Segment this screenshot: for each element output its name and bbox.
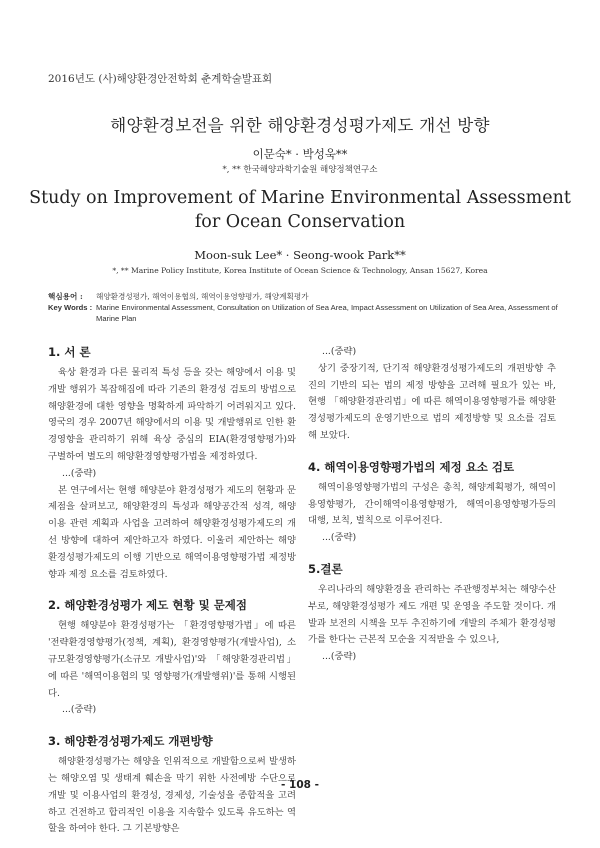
keywords-block <box>48 291 558 324</box>
section-conclusion <box>308 561 556 666</box>
keywords-english-text: Marine Environmental Assessment, Consultation on Utilization of Sea Area, Impact Assessment on Utilization of Sea Area, Assessment of Marine Plan <box>96 303 558 323</box>
keywords-korean-label: 핵심용어 : <box>48 292 83 301</box>
section-heading: 3. 해양환경성평가제도 개편방향 <box>48 734 213 749</box>
paragraph: 본 연구에서는 현행 해양분야 환경성평가 제도의 현황과 문제점을 살펴보고, 해양환경의 특성과 해양공간적 성격, 해양이용 관련 계획과 사업을 고려하여 해양환경성평가제도의 개선 방향에 대하여 제안하고자 하였다. 이울러 제안하는 해양환경성평가제도의 이행 기반으로 해역이용영향평가법 제정방향과 제정 요소를 검토하였다. <box>48 484 296 580</box>
korean-affiliation: *, ** 한국해양과학기술원 해양정책연구소 <box>222 165 378 175</box>
omission-note: ...(중략) <box>62 704 97 716</box>
keywords-korean <box>48 291 558 302</box>
section-heading: 4. 해역이용영향평가법의 제정 요소 검토 <box>308 459 515 474</box>
omission-note: ...(중략) <box>322 651 357 663</box>
keywords-english <box>48 302 558 324</box>
english-title-line-1: Study on Improvement of Marine Environmental Assessment <box>29 188 571 208</box>
section-heading: 5.결론 <box>308 561 343 576</box>
english-title <box>0 186 600 234</box>
paragraph: 육상 환경과 다른 물리적 특성 등을 갖는 해양에서 이용 및 개발 행위가 복잡해짐에 따라 기존의 환경성 검토의 방법으로 해양환경에 대한 영향을 명확하게 파악하기 어려워지고 있다. 영국의 경우 2007년 해양에서의 이용 및 개발행위로 인한 환경영향을 관리하기 위해 육상 중심의 EIA(환경영향평가)와 구별하여 별도의 해양환경영향평가법을 제정하였다. <box>48 367 296 462</box>
paragraph: 해양환경성평가는 해양을 인위적으로 개발함으로써 발생하는 해양오염 및 생태계 훼손을 막기 위한 사전예방 수단으로 개발 및 이용사업의 환경성, 경제성, 기술성을 종합적을 고려하고 건전하고 합리적인 이용을 지속할수 있도록 유도하는 역할을 하여야 한다. 그 기본방향은 <box>48 756 296 835</box>
keywords-korean-text: 해양환경성평가, 해역이용협의, 해역이용영향평가, 해양계획평가 <box>96 292 309 301</box>
english-authors: Moon-suk Lee* · Seong-wook Park** <box>194 248 406 262</box>
omission-note: ...(중략) <box>322 346 357 357</box>
paragraph: 우리나라의 해양환경을 관리하는 주관행정부처는 해양수산부로, 해양환경성평가 제도 개편 및 운영을 주도할 것이다. 개발과 보전의 시책을 모두 추진하기에 개발의 주체가 환경성평가를 한다는 근본적 모순을 지적받을 수 있으나, <box>308 583 556 646</box>
section-law-elements <box>308 459 556 547</box>
english-affiliation: *, ** Marine Policy Institute, Korea Institute of Ocean Science & Technology, Ansan 15627, Korea <box>112 266 488 275</box>
section-current-status <box>48 597 296 719</box>
omission-note: ...(중략) <box>322 532 357 544</box>
paragraph: 현행 해양분야 환경성평가는 「환경영향평가법」에 따른 '전략환경영향평가(정책, 계획), 환경영향평가(개발사업), 소규모환경영향평가(소규모 개발사업)'와 「해양환경관리법」에 따른 '해역이용협의 및 영향평가(개발행위)'를 통해 시행된다. <box>48 620 296 699</box>
english-title-line-2: for Ocean Conservation <box>194 212 406 232</box>
paragraph: 상기 중장기적, 단기적 해양환경성평가제도의 개편방향 추진의 기반의 되는 법의 제정 방향을 고려해 필요가 있는 바, 현행 「해양환경관리법」에 따른 해역이용영향평가를 해양환경성평가제도의 운영기반으로 법의 제정방향 및 요소를 검토해 보았다. <box>308 362 556 441</box>
conference-name: 2016년도 (사)해양환경안전학회 춘계학술발표회 <box>48 73 273 85</box>
page-number: - 108 - <box>281 779 319 791</box>
right-column <box>308 344 556 666</box>
section-heading: 2. 해양환경성평가 제도 현황 및 문제점 <box>48 598 248 613</box>
left-column <box>48 344 296 838</box>
paragraph: 해역이용영향평가법의 구성은 총칙, 해양계획평가, 해역이용영향평가, 간이해역이용영향평가, 해역이용영향평가등의 대행, 보칙, 벌칙으로 이루어진다. <box>308 481 556 527</box>
korean-authors: 이문숙* · 박성욱** <box>252 147 348 161</box>
korean-title: 해양환경보전을 위한 해양환경성평가제도 개선 방향 <box>110 116 490 135</box>
section-heading: 1. 서 론 <box>48 345 91 359</box>
keywords-english-label: Key Words : <box>48 303 93 312</box>
section-reform-direction-continued <box>308 344 556 445</box>
section-introduction <box>48 344 296 583</box>
omission-note: ...(중략) <box>62 467 97 479</box>
